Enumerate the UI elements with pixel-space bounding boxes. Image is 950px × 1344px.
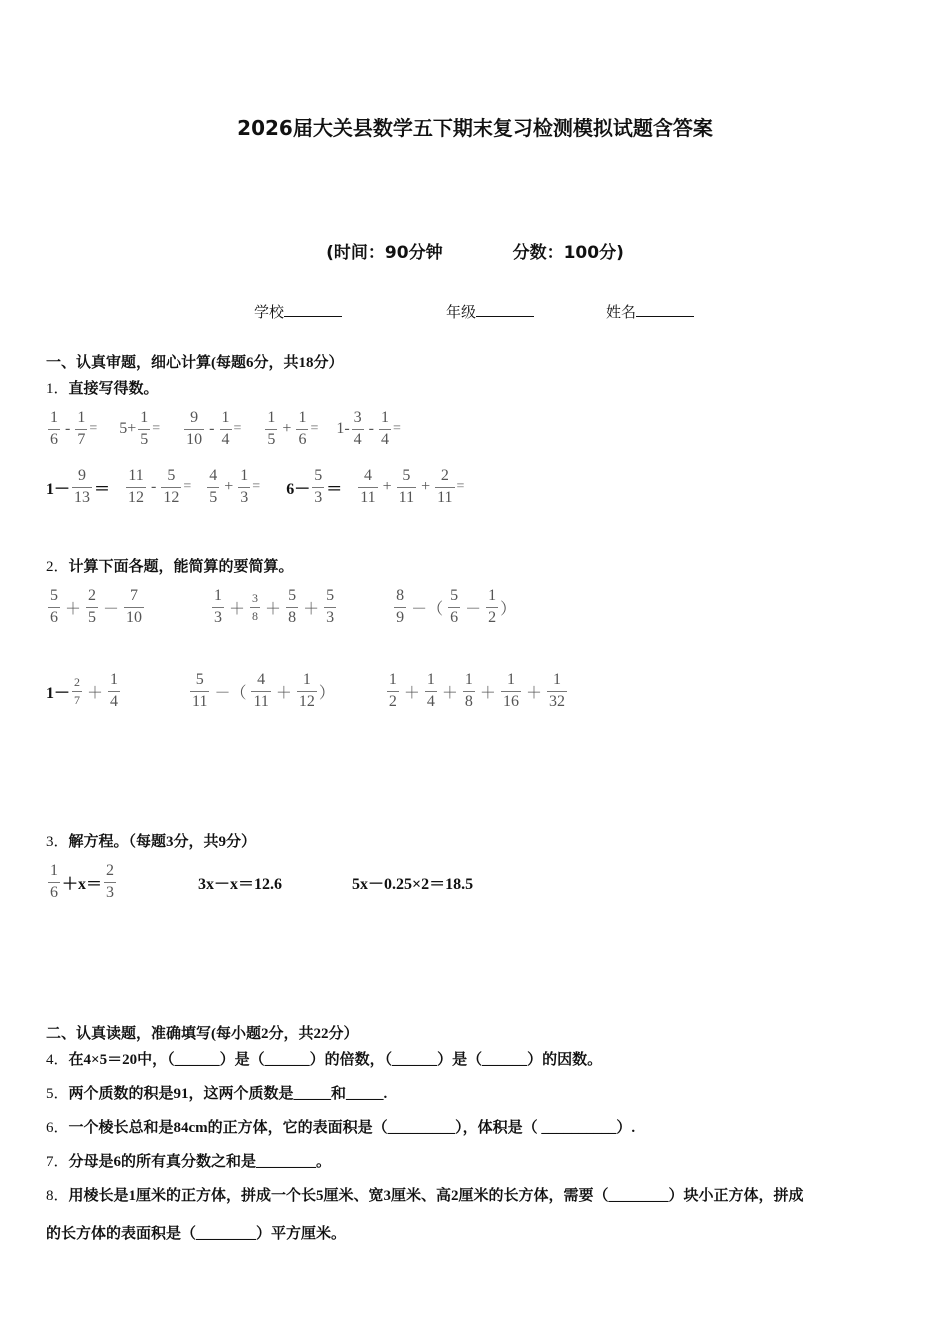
name-field[interactable]: 姓名 bbox=[606, 301, 694, 322]
equation-3: 5x－0.25×2＝18.5 bbox=[352, 875, 474, 893]
exam-time: (时间：90分钟 bbox=[326, 243, 443, 263]
q2-row-2: 1－ $\frac{2}{7}$ ＋ $\frac{1}{4}$ $\frac{5}{11}$ －（ $\frac{4}{11}$ ＋ $\frac{1}{12}$ ） $\frac{1}{2}$ ＋ $\frac{1}{4}$ ＋ $\frac{1}{8}$ ＋ $\frac{1}{16}$ ＋ $\frac{1}{32}$ bbox=[46, 671, 565, 710]
q1-row-1: $\frac{1}{6}$ - $\frac{1}{7}$ = 5+ $\frac{1}{5}$ = $\frac{9}{10}$ - $\frac{1}{4}$ = $\frac{1}{5}$ + $\frac{1}{6}$ = 1- $\frac{3}{4}$ - $\frac{1}{4}$ = bbox=[50, 409, 401, 448]
exam-score: 分数：100分) bbox=[512, 243, 624, 263]
section1-heading: 一、认真审题，细心计算(每题6分，共18分） bbox=[46, 355, 344, 371]
question-6: 6．一个棱长总和是84cm的正方体，它的表面积是（_________），体积是（ __________）. bbox=[46, 1120, 636, 1136]
question-7: 7．分母是6的所有真分数之和是________。 bbox=[46, 1154, 332, 1170]
q1-row-2: 1－ $\frac{9}{13}$ ＝ $\frac{11}{12}$ - $\frac{5}{12}$ = $\frac{4}{5}$ + $\frac{1}{3}$ = 6－ $\frac{5}{3}$ ＝ $\frac{4}{11}$ + $\frac{5}{11}$ + $\frac{2}{11}$ = bbox=[46, 467, 465, 506]
question-2: 2．计算下面各题，能简算的要简算。 bbox=[46, 559, 294, 575]
q3-equations: $\frac{1}{6}$ ＋x＝ $\frac{2}{3}$ 3x－x＝12.6 5x－0.25×2＝18.5 bbox=[50, 862, 474, 901]
equation-2: 3x－x＝12.6 bbox=[198, 875, 283, 893]
section2-heading: 二、认真读题，准确填写(每小题2分，共22分） bbox=[46, 1026, 359, 1042]
question-1: 1．直接写得数。 bbox=[46, 381, 159, 397]
question-8-continued: 的长方体的表面积是（________）平方厘米。 bbox=[46, 1226, 347, 1242]
school-field[interactable]: 学校 bbox=[254, 301, 342, 322]
grade-field[interactable]: 年级 bbox=[446, 301, 534, 322]
question-5: 5．两个质数的积是91，这两个质数是_____和_____. bbox=[46, 1086, 388, 1102]
question-8: 8．用棱长是1厘米的正方体，拼成一个长5厘米、宽3厘米、高2厘米的长方体，需要（________）块小正方体，拼成 bbox=[46, 1188, 804, 1204]
exam-meta bbox=[0, 238, 950, 263]
page-title: 2026届大关县数学五下期末复习检测模拟试题含答案 bbox=[237, 116, 713, 140]
question-4: 4．在4×5＝20中，（______）是（______）的倍数，（______）是（______）的因数。 bbox=[46, 1052, 603, 1068]
question-3: 3．解方程。（每题3分，共9分） bbox=[46, 834, 257, 850]
q2-row-1: $\frac{5}{6}$ ＋ $\frac{2}{5}$ － $\frac{7}{10}$ $\frac{1}{3}$ ＋ $\frac{3}{8}$ ＋ $\frac{5}{8}$ ＋ $\frac{5}{3}$ $\frac{8}{9}$ －（ $\frac{5}{6}$ － $\frac{1}{2}$ ） bbox=[50, 587, 517, 626]
